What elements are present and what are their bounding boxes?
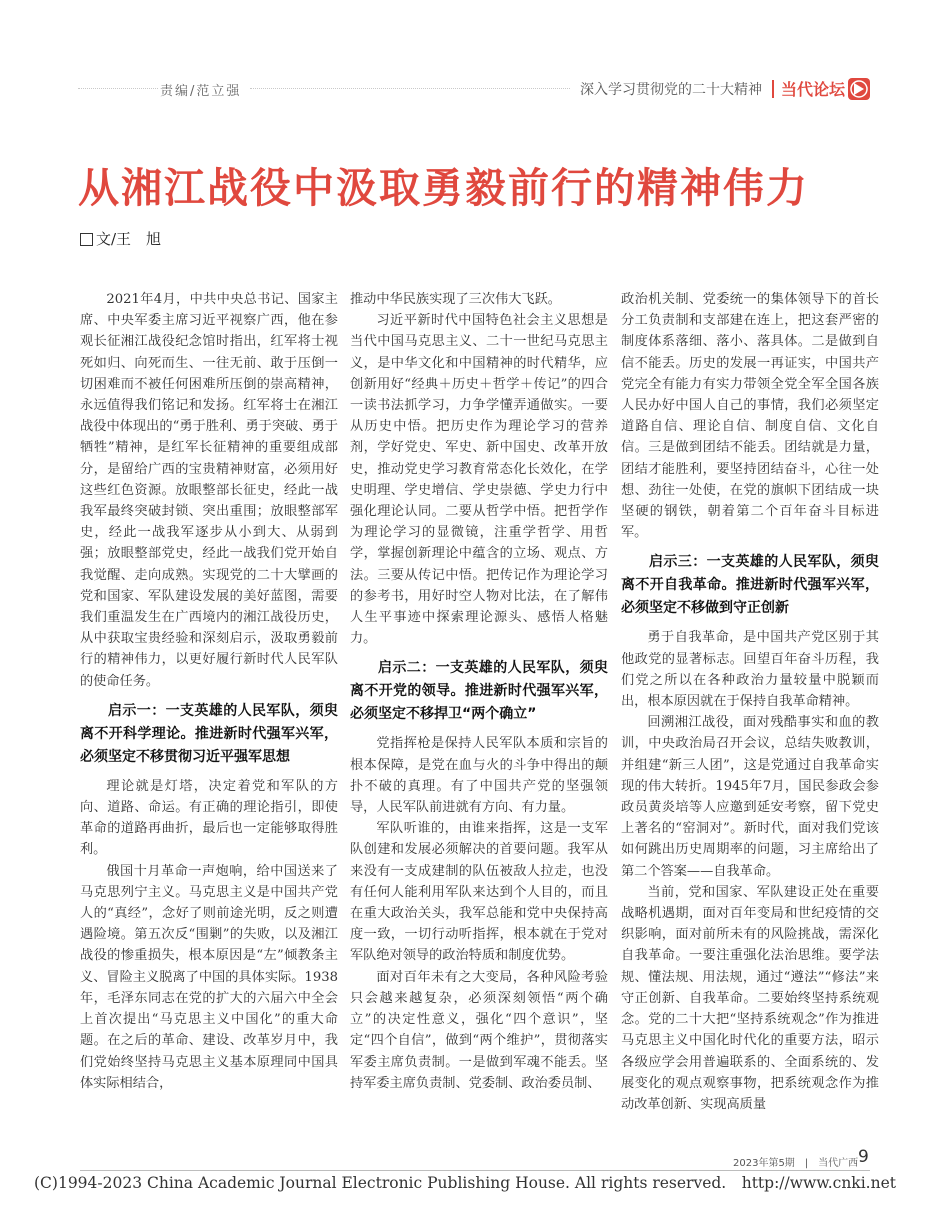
body-paragraph: 军队听谁的，由谁来指挥，这是一支军队创建和发展必须解决的首要问题。我军从来没有一支成建制的队伍被敌人拉走，也没有任何人能利用军队来达到个人目的，而且在重大政治关头，我军总能和党中央保持高度一致，一切行动听指挥，根本就在于党对军队绝对领导的政治特质和制度优势。 (350, 821, 608, 964)
body-paragraph: 2021年4月，中共中央总书记、国家主席、中央军委主席习近平视察广西，他在参观长征湘江战役纪念馆时指出，红军将士视死如归、向死而生、一往无前、敢于压倒一切困难而不被任何困难所压倒的崇高精神，永远值得我们铭记和发扬。红军将士在湘江战役中体现出的“勇于胜利、勇于突破、勇于牺牲”精神，是红军长征精神的重要组成部分，是留给广西的宝贵精神财富，必须用好这些红色资源。放眼整部长征史，经此一战我军最终突破封锁、突出重围；放眼整部军史，经此一战我军逐步从小到大、从弱到强；放眼整部党史，经此一战我们党开始自我觉醒、走向成熟。实现党的二十大擘画的党和国家、军队建设发展的美好蓝图，需要我们重温发生在广西境内的湘江战役历史，从中获取宝贵经验和深刻启示，汲取勇毅前行的精神伟力，以更好履行新时代人民军队的使命任务。 (80, 292, 338, 689)
text-column-3 (621, 289, 879, 1115)
body-paragraph: 习近平新时代中国特色社会主义思想是当代中国马克思主义、二十一世纪马克思主义，是中华文化和中国精神的时代精华，应创新用好“经典＋历史＋哲学＋传记”的四合一读书法抓学习，力争学懂弄通做实。一要从历史中悟。把历史作为理论学习的营养剂，学好党史、军史、新中国史、改革开放史，推动党史学习教育常态化长效化，在学史明理、学史增信、学史崇德、学史力行中强化理论认同。二要从哲学中悟。把哲学作为理论学习的显微镜，注重学哲学、用哲学，掌握创新理论中蕴含的立场、观点、方法。三要从传记中悟。把传记作为理论学习的参考书，用好时空人物对比法，在了解伟人生平事迹中探索理论源头、感悟人格魅力。 (350, 313, 608, 647)
page-number: 9 (858, 1147, 869, 1167)
author-box-icon (80, 233, 93, 246)
body-paragraph: 回溯湘江战役，面对残酷事实和血的教训，中央政治局召开会议，总结失败教训，并组建“新三人团”，这是党通过自我革命实现的伟大转折。1945年7月，国民参政会参政员黄炎培等人应邀到延安考察，留下党史上著名的“窑洞对”。新时代，面对我们党该如何跳出历史周期率的问题，习主席给出了第二个答案——自我革命。 (621, 715, 879, 879)
header-rule-left (78, 88, 158, 89)
article-title: 从湘江战役中汲取勇毅前行的精神伟力 (78, 164, 809, 212)
section-heading: 启示一：一支英雄的人民军队，须臾离不开科学理论。推进新时代强军兴军，必须坚定不移贯彻习近平强军思想 (80, 702, 338, 765)
body-paragraph: 俄国十月革命一声炮响，给中国送来了马克思列宁主义。马克思主义是中国共产党人的“真经”，念好了则前途光明，反之则遭遇险境。第五次反“围剿”的失败，以及湘江战役的惨重损失，根本原因是“左”倾教条主义、冒险主义脱离了中国的具体实际。1938年，毛泽东同志在党的扩大的六届六中全会上首次提出“马克思主义中国化”的重大命题。在之后的革命、建设、改革岁月中，我们党始终坚持马克思主义基本原理同中国具体实际相结合， (80, 863, 338, 1091)
body-paragraph: 勇于自我革命，是中国共产党区别于其他政党的显著标志。回望百年奋斗历程，我们党之所以在各种政治力量较量中脱颖而出，根本原因就在于保持自我革命精神。 (621, 630, 879, 710)
body-paragraph: 理论就是灯塔，决定着党和军队的方向、道路、命运。有正确的理论指引，即使革命的道路再曲折，最后也一定能够取得胜利。 (80, 778, 338, 858)
section-brand: 当代论坛 (781, 80, 846, 99)
copyright-notice: (C)1994-2023 China Academic Journal Electronic Publishing House. All rights reserved. http://www.cnki.net (34, 1174, 896, 1192)
body-paragraph: 推动中华民族实现了三次伟大飞跃。 (350, 292, 561, 307)
body-paragraph: 党指挥枪是保持人民军队本质和宗旨的根本保障，是党在血与火的斗争中得出的颠扑不破的真理。有了中国共产党的坚强领导，人民军队前进就有方向、有力量。 (350, 736, 608, 816)
author-byline: 文/王 旭 (96, 230, 162, 248)
header-divider (772, 80, 774, 98)
header-rule-middle (250, 88, 570, 89)
body-paragraph: 当前，党和国家、军队建设正处在重要战略机遇期，面对百年变局和世纪疫情的交织影响，面对前所未有的风险挑战，需深化自我革命。一要注重强化法治思维。要学法规、懂法规、用法规，通过“遵法”“修法”来守正创新、自我革命。二要始终坚持系统观念。党的二十大把“坚持系统观念”作为推进马克思主义中国化时代化的重要方法，昭示各级应学会用普遍联系的、全面系统的、发展变化的观点观察事物，把系统观念作为推动改革创新、实现高质量 (621, 884, 879, 1112)
issue-info: 2023年第5期 | 当代广西 (733, 1158, 859, 1169)
text-column-1 (80, 289, 338, 1094)
section-badge-icon (848, 78, 870, 100)
body-paragraph: 面对百年未有之大变局，各种风险考验只会越来越复杂，必须深刻领悟“两个确立”的决定性意义，强化“四个意识”，坚定“四个自信”，做到“两个维护”，贯彻落实军委主席负责制。一是做到军魂不能丢。坚持军委主席负责制、党委制、政治委员制、 (350, 969, 608, 1091)
text-column-2 (350, 289, 608, 1094)
section-heading: 启示二：一支英雄的人民军队，须臾离不开党的领导。推进新时代强军兴军，必须坚定不移捍卫“两个确立” (350, 660, 608, 723)
editor-credit: 责编/范立强 (160, 84, 242, 99)
column-topic: 深入学习贯彻党的二十大精神 (580, 82, 762, 98)
body-paragraph: 政治机关制、党委统一的集体领导下的首长分工负责制和支部建在连上，把这套严密的制度体系落细、落小、落具体。二是做到自信不能丢。历史的发展一再证实，中国共产党完全有能力有实力带领全党全军全国各族人民办好中国人自己的事情，我们必须坚定道路自信、理论自信、制度自信、文化自信。三是做到团结不能丢。团结就是力量，团结才能胜利，要坚持团结奋斗，心往一处想、劲往一处使，在党的旗帜下团结成一块坚硬的钢铁，朝着第二个百年奋斗目标进军。 (621, 292, 879, 541)
section-heading: 启示三：一支英雄的人民军队，须臾离不开自我革命。推进新时代强军兴军，必须坚定不移做到守正创新 (621, 554, 879, 617)
